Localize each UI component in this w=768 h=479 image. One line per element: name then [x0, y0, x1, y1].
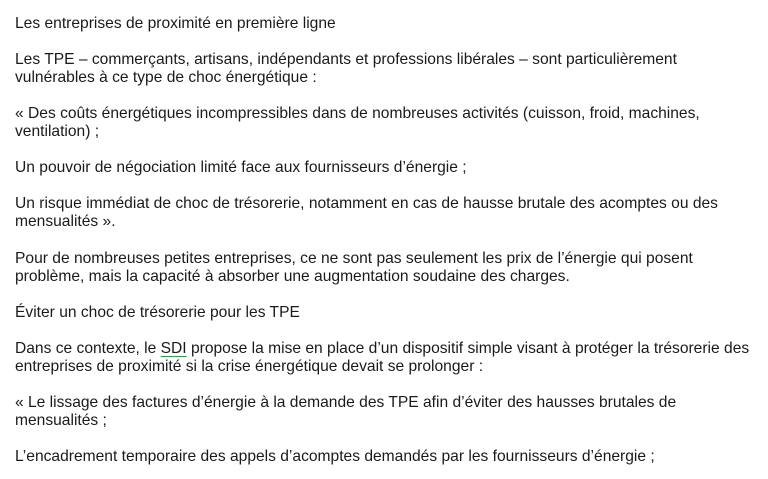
paragraph-sdi-after: propose la mise en place d’un dispositif simple visant à protéger la trésorerie des entreprises de proximité si la crise énergétique devait se prolonger :: [15, 340, 750, 375]
paragraph-sdi-proposal: [15, 340, 760, 376]
list-item-negotiation-power: Un pouvoir de négociation limité face aux fournisseurs d’énergie ;: [15, 159, 467, 176]
paragraph-small-businesses: Pour de nombreuses petites entreprises, ce ne sont pas seulement les prix de l’énergie qui posent problème, mais la capacité à absorber une augmentation soudaine des charges.: [15, 250, 693, 285]
sdi-acronym: SDI: [160, 340, 187, 357]
paragraph-sdi-before: Dans ce contexte, le: [15, 340, 161, 357]
list-item-energy-costs: « Des coûts énergétiques incompressibles dans de nombreuses activités (cuisson, froid, machines, ventilation) ;: [15, 105, 700, 140]
list-item-deposit-framework: L’encadrement temporaire des appels d’acomptes demandés par les fournisseurs d’énergie ;: [15, 448, 655, 465]
list-item-cash-risk: Un risque immédiat de choc de trésorerie, notamment en cas de hausse brutale des acomptes ou des mensualités ».: [15, 195, 718, 230]
list-item-bill-smoothing: « Le lissage des factures d’énergie à la demande des TPE afin d’éviter des hausses brutales de mensualités ;: [15, 394, 677, 429]
section-heading-cash-shock: Éviter un choc de trésorerie pour les TPE: [15, 304, 300, 321]
intro-paragraph: Les TPE – commerçants, artisans, indépendants et professions libérales – sont particulièrement vulnérables à ce type de choc énergétique :: [15, 51, 677, 86]
section-heading-first-line: Les entreprises de proximité en première ligne: [15, 15, 336, 32]
